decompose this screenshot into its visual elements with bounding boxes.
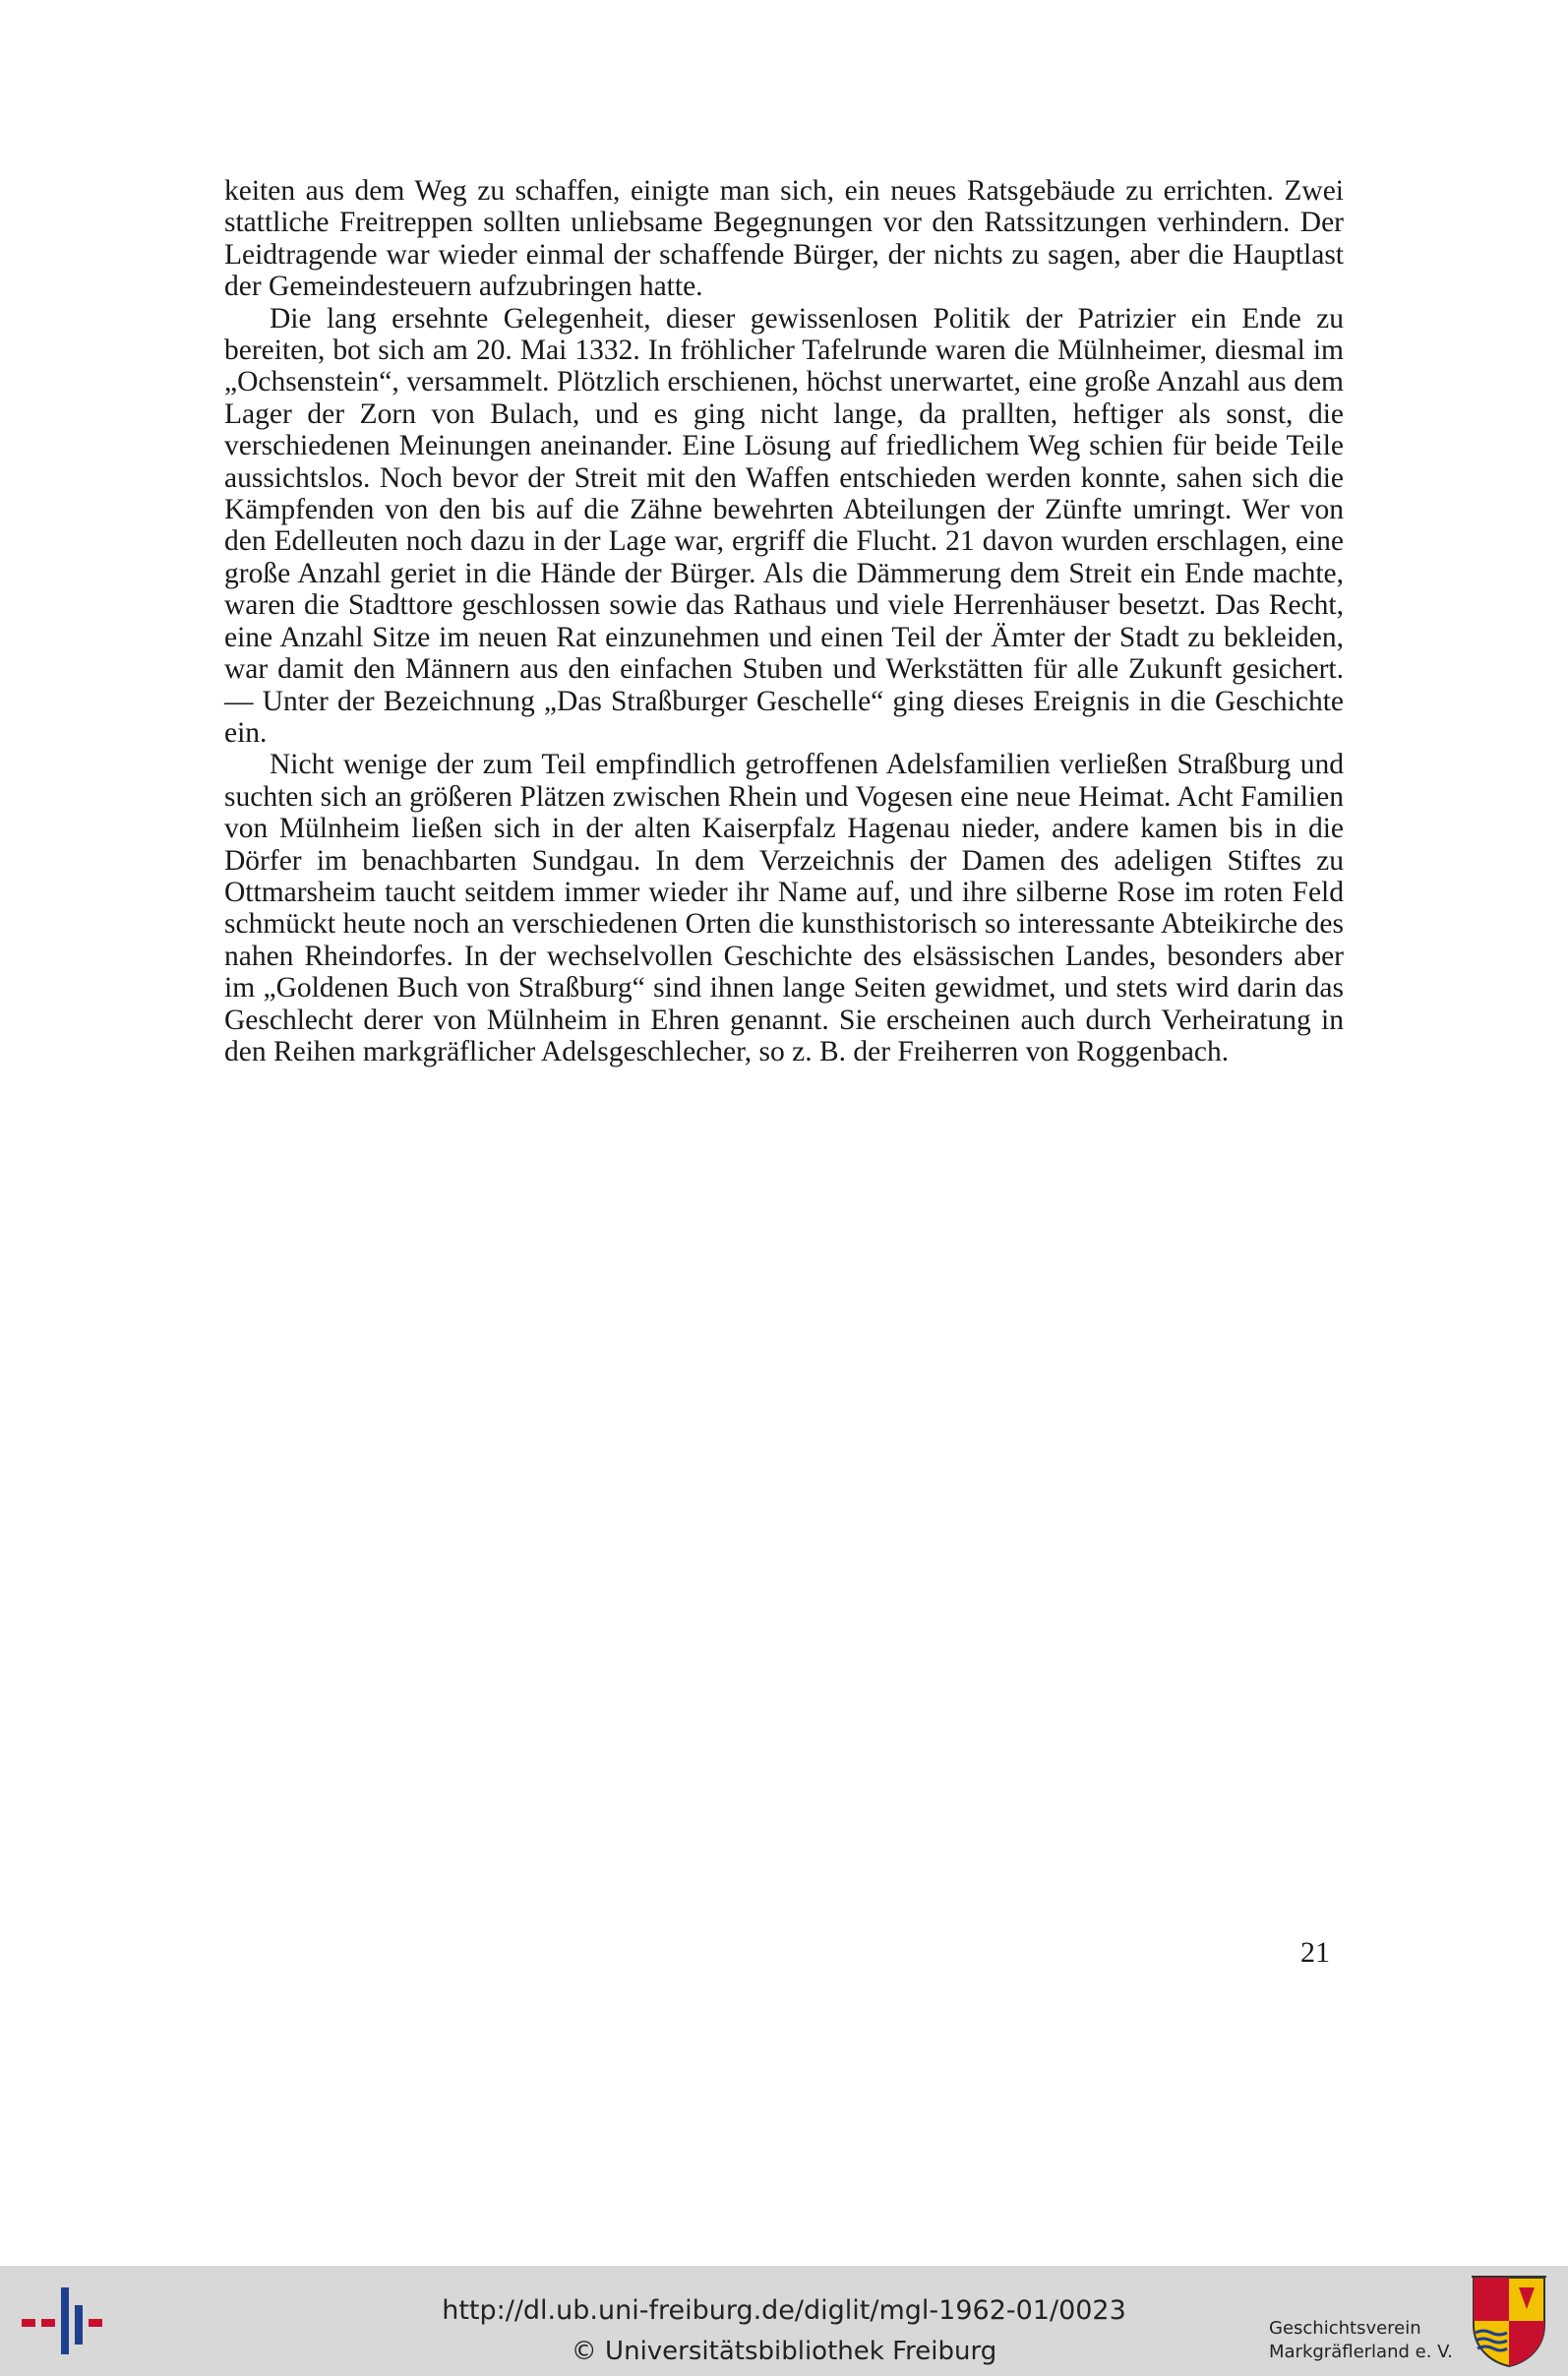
org-name-line1: Geschichtsverein bbox=[1269, 2318, 1421, 2339]
body-text bbox=[224, 175, 1344, 1067]
footer-url-link[interactable]: http://dl.ub.uni-freiburg.de/diglit/mgl-1962-01/0023 bbox=[442, 2295, 1126, 2326]
paragraph-2: Die lang ersehnte Gelegenheit, dieser gewissenlosen Politik der Patrizier ein Ende zu bereiten, bot sich am 20. Mai 1332. In fröhlicher Tafelrunde waren die Mülnheimer, diesmal im „Ochsenstein“, versammelt. Plötzlich erschienen, höchst unerwartet, eine große Anzahl aus dem Lager der Zorn von Bulach, und es ging nicht lange, da prallten, heftiger als sonst, die verschiedenen Meinungen aneinander. Eine Lösung auf friedlichem Weg schien für beide Teile aussichtslos. Noch bevor der Streit mit den Waffen entschieden werden konnte, sahen sich die Kämpfenden von den bis auf die Zähne bewehrten Abteilungen der Zünfte umringt. Wer von den Edelleuten noch dazu in der Lage war, ergriff die Flucht. 21 davon wurden erschlagen, eine große Anzahl geriet in die Hände der Bürger. Als die Dämmerung dem Streit ein Ende machte, waren die Stadttore geschlossen sowie das Rathaus und viele Herrenhäuser besetzt. Das Recht, eine Anzahl Sitze im neuen Rat einzunehmen und einen Teil der Ämter der Stadt zu bekleiden, war damit den Männern aus den einfachen Stuben und Werkstätten für alle Zukunft gesichert. — Unter der Bezeichnung „Das Straßburger Geschelle“ ging dieses Ereignis in die Geschichte ein. bbox=[224, 302, 1344, 749]
paragraph-1: keiten aus dem Weg zu schaffen, einigte man sich, ein neues Ratsgebäude zu errichten. Zwei stattliche Freitreppen sollten unliebsame Begegnungen vor den Ratssitzungen verhindern. Der Leidtragende war wieder einmal der schaffende Bürger, der nichts zu sagen, aber die Hauptlast der Gemeindesteuern aufzubringen hatte. bbox=[224, 175, 1344, 303]
page-number: 21 bbox=[1300, 1936, 1330, 1969]
org-name-line2: Markgräflerland e. V. bbox=[1269, 2342, 1453, 2362]
paragraph-3: Nicht wenige der zum Teil empfindlich getroffenen Adelsfamilien verließen Straßburg und suchten sich an größeren Plätzen zwischen Rhein und Vogesen eine neue Heimat. Acht Familien von Mülnheim ließen sich in der alten Kaiserpfalz Hagenau nieder, andere kamen bis in die Dörfer im benachbarten Sundgau. In dem Verzeichnis der Damen des adeligen Stiftes zu Ottmarsheim taucht seitdem immer wieder ihr Name auf, und ihre silberne Rose im roten Feld schmückt heute noch an verschiedenen Orten die kunsthistorisch so interessante Abteikirche des nahen Rheindorfes. In der wechselvollen Geschichte des elsässischen Landes, besonders aber im „Goldenen Buch von Straßburg“ sind ihnen lange Seiten gewidmet, und stets wird darin das Geschlecht derer von Mülnheim in Ehren genannt. Sie erscheinen auch durch Verheiratung in den Reihen markgräflicher Adelsgeschlecher, so z. B. der Freiherren von Roggenbach. bbox=[224, 749, 1344, 1067]
footer-bar bbox=[0, 2266, 1568, 2376]
coat-of-arms-icon[interactable] bbox=[1470, 2274, 1548, 2368]
footer-copyright: © Universitätsbibliothek Freiburg bbox=[571, 2337, 997, 2366]
footer-organization bbox=[1269, 2317, 1466, 2364]
